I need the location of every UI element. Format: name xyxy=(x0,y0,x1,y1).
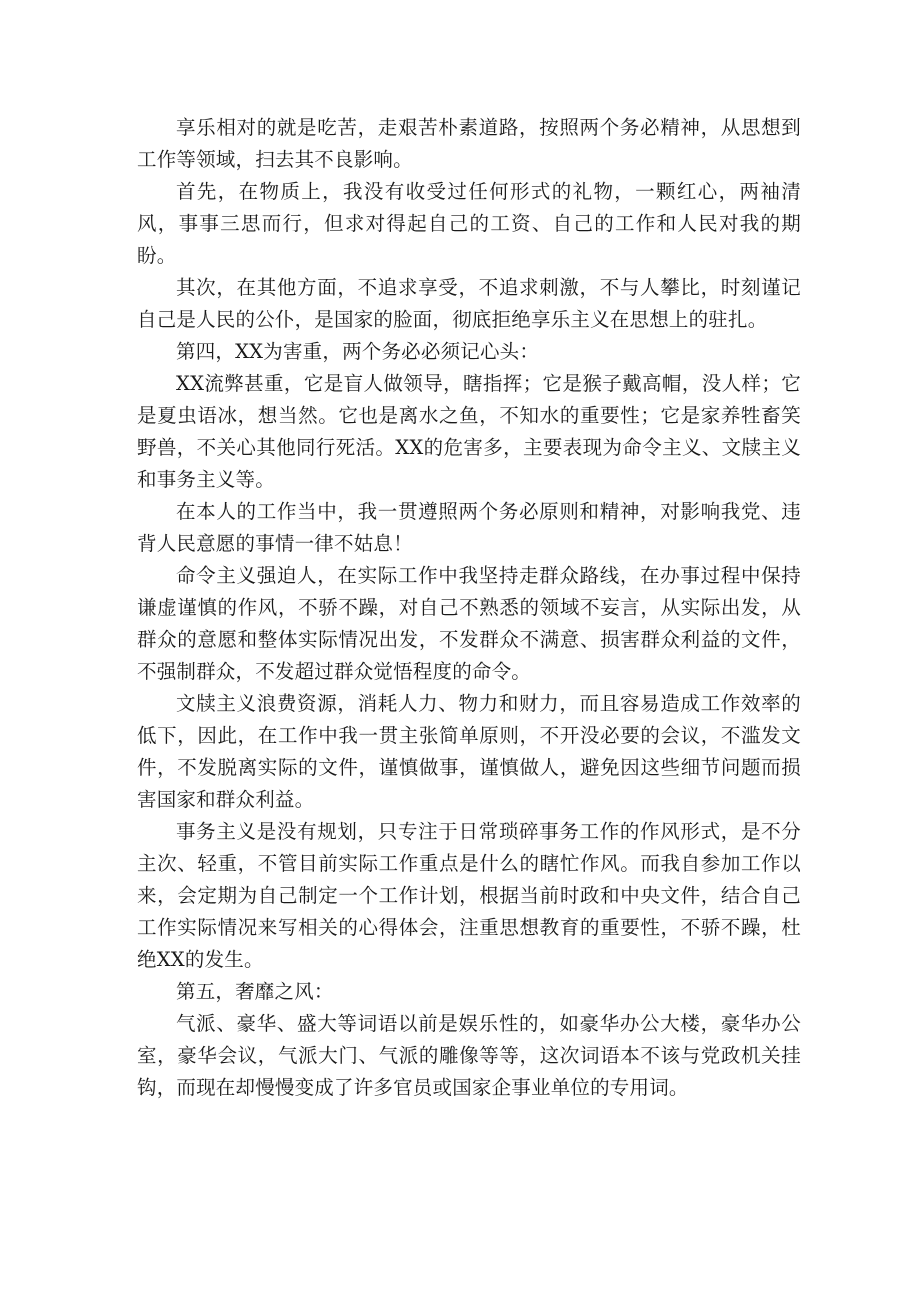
paragraph-routinism: 事务主义是没有规划，只专注于日常琐碎事务工作的作风形式，是不分主次、轻重，不管目前实际工作重点是什么的瞎忙作风。而我自参加工作以来，会定期为自己制定一个工作计划，根据当前时政和中央文件，结合自己工作实际情况来写相关的心得体会，注重思想教育的重要性，不骄不躁，杜绝XX的发生。 xyxy=(137,820,801,971)
section-heading-fourth: 第四，XX为害重，两个务必必须记心头： xyxy=(176,340,540,363)
paragraph-commandism: 命令主义强迫人，在实际工作中我坚持走群众路线，在办事过程中保持谦虚谨慎的作风，不骄不躁，对自己不熟悉的领域不妄言，从实际出发，从群众的意愿和整体实际情况出发，不发群众不满意、损害群众利益的文件，不强制群众，不发超过群众觉悟程度的命令。 xyxy=(137,564,801,683)
paragraph-xx-harm: XX流弊甚重，它是盲人做领导，瞎指挥；它是猴子戴高帽，没人样；它是夏虫语冰，想当然。它也是离水之鱼，不知水的重要性；它是家养牲畜笑野兽，不关心其他同行死活。XX的危害多，主要表现为命令主义、文牍主义和事务主义等。 xyxy=(137,372,801,491)
paragraph-material: 首先，在物质上，我没有收受过任何形式的礼物，一颗红心，两袖清风，事事三思而行，但求对得起自己的工资、自己的工作和人民对我的期盼。 xyxy=(137,180,801,267)
paragraph-hedonism-intro: 享乐相对的就是吃苦，走艰苦朴素道路，按照两个务必精神，从思想到工作等领域，扫去其不良影响。 xyxy=(137,116,801,171)
paragraph-other-aspects: 其次，在其他方面，不追求享受，不追求刺激，不与人攀比，时刻谨记自己是人民的公仆，是国家的脸面，彻底拒绝享乐主义在思想上的驻扎。 xyxy=(137,276,801,331)
paragraph-principles: 在本人的工作当中，我一贯遵照两个务必原则和精神，对影响我党、违背人民意愿的事情一律不姑息！ xyxy=(137,500,801,555)
paragraph-red-tape: 文牍主义浪费资源，消耗人力、物力和财力，而且容易造成工作效率的低下，因此，在工作中我一贯主张简单原则，不开没必要的会议，不滥发文件，不发脱离实际的文件，谨慎做事，谨慎做人，避免因这些细节问题而损害国家和群众利益。 xyxy=(137,692,801,811)
section-heading-fifth: 第五，奢靡之风： xyxy=(176,980,334,1003)
document-body xyxy=(137,112,801,1104)
paragraph-extravagance: 气派、豪华、盛大等词语以前是娱乐性的，如豪华办公大楼，豪华办公室，豪华会议，气派大门、气派的雕像等等，这次词语本不该与党政机关挂钩，而现在却慢慢变成了许多官员或国家企事业单位的专用词。 xyxy=(137,1012,801,1099)
